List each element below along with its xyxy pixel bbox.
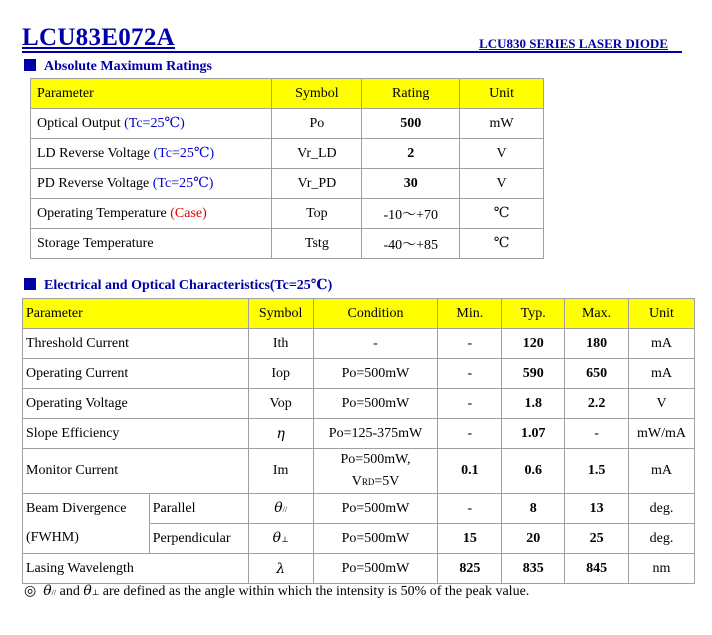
unit-cell: mA [629, 359, 695, 389]
unit-cell: ℃ [460, 199, 544, 229]
min-cell: 15 [438, 524, 502, 554]
max-cell: 845 [565, 554, 629, 584]
square-bullet-icon [24, 278, 36, 290]
rating-cell: 2 [362, 139, 460, 169]
param-cell: (FWHM) [23, 524, 150, 554]
footnote [24, 583, 529, 600]
param-cell: Lasing Wavelength [23, 554, 249, 584]
unit-cell: V [460, 139, 544, 169]
symbol-cell: Po [272, 109, 362, 139]
table-row [31, 109, 544, 139]
table-header-row [31, 79, 544, 109]
table-row [23, 524, 695, 554]
table-row [23, 494, 695, 524]
unit-cell: nm [629, 554, 695, 584]
footnote-text: are defined as the angle within which the intensity is 50% of the peak value. [99, 584, 530, 599]
theta-symbol: θ [43, 583, 52, 599]
condition-cell: Po=500mW [313, 554, 438, 584]
unit-cell: V [460, 169, 544, 199]
max-cell: 13 [565, 494, 629, 524]
symbol-cell: Im [248, 449, 313, 494]
series-title: LCU830 SERIES LASER DIODE [479, 36, 668, 51]
theta-symbol: θ [83, 583, 92, 599]
max-cell: 650 [565, 359, 629, 389]
section-elec [24, 277, 332, 294]
symbol-cell: Vr_LD [272, 139, 362, 169]
min-cell: - [438, 389, 502, 419]
unit-cell: deg. [629, 494, 695, 524]
table-row [23, 359, 695, 389]
unit-cell: mW/mA [629, 419, 695, 449]
unit-cell: mA [629, 329, 695, 359]
document-header [22, 24, 682, 54]
section-abs-max [24, 59, 212, 75]
max-cell: - [565, 419, 629, 449]
max-cell: 180 [565, 329, 629, 359]
subparam-cell: Perpendicular [149, 524, 248, 554]
col-header: Unit [460, 79, 544, 109]
col-header: Condition [313, 299, 438, 329]
table-row [23, 449, 695, 494]
condition-cell: Po=500mW [313, 359, 438, 389]
min-cell: - [438, 494, 502, 524]
condition-cell: Po=500mW [313, 494, 438, 524]
min-cell: 0.1 [438, 449, 502, 494]
param-cell: Beam Divergence [23, 494, 150, 524]
header-rule [22, 51, 682, 53]
table-row [23, 419, 695, 449]
param-cell: Slope Efficiency [23, 419, 249, 449]
param-cell: LD Reverse Voltage (Tc=25℃) [31, 139, 272, 169]
typ-cell: 8 [502, 494, 565, 524]
col-header: Symbol [248, 299, 313, 329]
table-row [31, 169, 544, 199]
param-cell: Storage Temperature [31, 229, 272, 259]
double-circle-icon: ◎ [24, 584, 37, 599]
perpendicular-subscript: ⊥ [91, 588, 100, 597]
symbol-cell: Vop [248, 389, 313, 419]
symbol-cell: θ⊥ [248, 524, 313, 554]
min-cell: - [438, 359, 502, 389]
symbol-cell: Iop [248, 359, 313, 389]
symbol-cell: λ [248, 554, 313, 584]
condition-cell: Po=500mW [313, 389, 438, 419]
unit-cell: ℃ [460, 229, 544, 259]
table-row [31, 139, 544, 169]
param-cell: Monitor Current [23, 449, 249, 494]
symbol-cell: θ// [248, 494, 313, 524]
typ-cell: 835 [502, 554, 565, 584]
param-cell: Operating Temperature (Case) [31, 199, 272, 229]
col-header: Rating [362, 79, 460, 109]
abs-max-table [30, 78, 544, 259]
table-row [23, 389, 695, 419]
table-row [31, 229, 544, 259]
col-header: Symbol [272, 79, 362, 109]
footnote-and: and [56, 584, 84, 599]
param-cell: Operating Current [23, 359, 249, 389]
symbol-cell: Ith [248, 329, 313, 359]
param-cell: PD Reverse Voltage (Tc=25℃) [31, 169, 272, 199]
symbol-cell: Tstg [272, 229, 362, 259]
section-title: Electrical and Optical Characteristics(Tc=25℃) [44, 278, 333, 293]
typ-cell: 1.07 [502, 419, 565, 449]
rating-cell: 500 [362, 109, 460, 139]
max-cell: 25 [565, 524, 629, 554]
typ-cell: 20 [502, 524, 565, 554]
unit-cell: V [629, 389, 695, 419]
unit-cell: mW [460, 109, 544, 139]
subparam-cell: Parallel [149, 494, 248, 524]
rating-cell: -40～+85 [362, 229, 460, 259]
col-header: Parameter [31, 79, 272, 109]
col-header: Min. [438, 299, 502, 329]
parallel-subscript: // [51, 588, 57, 597]
col-header: Max. [565, 299, 629, 329]
min-cell: - [438, 419, 502, 449]
min-cell: 825 [438, 554, 502, 584]
max-cell: 2.2 [565, 389, 629, 419]
symbol-cell: η [248, 419, 313, 449]
condition-cell: Po=500mW [313, 524, 438, 554]
param-cell: Operating Voltage [23, 389, 249, 419]
typ-cell: 0.6 [502, 449, 565, 494]
unit-cell: deg. [629, 524, 695, 554]
col-header: Parameter [23, 299, 249, 329]
typ-cell: 120 [502, 329, 565, 359]
param-cell: Optical Output (Tc=25℃) [31, 109, 272, 139]
typ-cell: 590 [502, 359, 565, 389]
rating-cell: 30 [362, 169, 460, 199]
rating-cell: -10～+70 [362, 199, 460, 229]
table-row [23, 329, 695, 359]
model-number: LCU83E072A [22, 24, 176, 51]
symbol-cell: Vr_PD [272, 169, 362, 199]
unit-cell: mA [629, 449, 695, 494]
col-header: Typ. [502, 299, 565, 329]
table-header-row [23, 299, 695, 329]
elec-optical-table [22, 298, 695, 584]
symbol-cell: Top [272, 199, 362, 229]
table-row [23, 554, 695, 584]
col-header: Unit [629, 299, 695, 329]
condition-cell: Po=125-375mW [313, 419, 438, 449]
table-row [31, 199, 544, 229]
max-cell: 1.5 [565, 449, 629, 494]
condition-cell: - [313, 329, 438, 359]
condition-cell: Po=500mW, VRD=5V [313, 449, 438, 494]
square-bullet-icon [24, 59, 36, 71]
typ-cell: 1.8 [502, 389, 565, 419]
param-cell: Threshold Current [23, 329, 249, 359]
section-title: Absolute Maximum Ratings [44, 59, 213, 74]
min-cell: - [438, 329, 502, 359]
